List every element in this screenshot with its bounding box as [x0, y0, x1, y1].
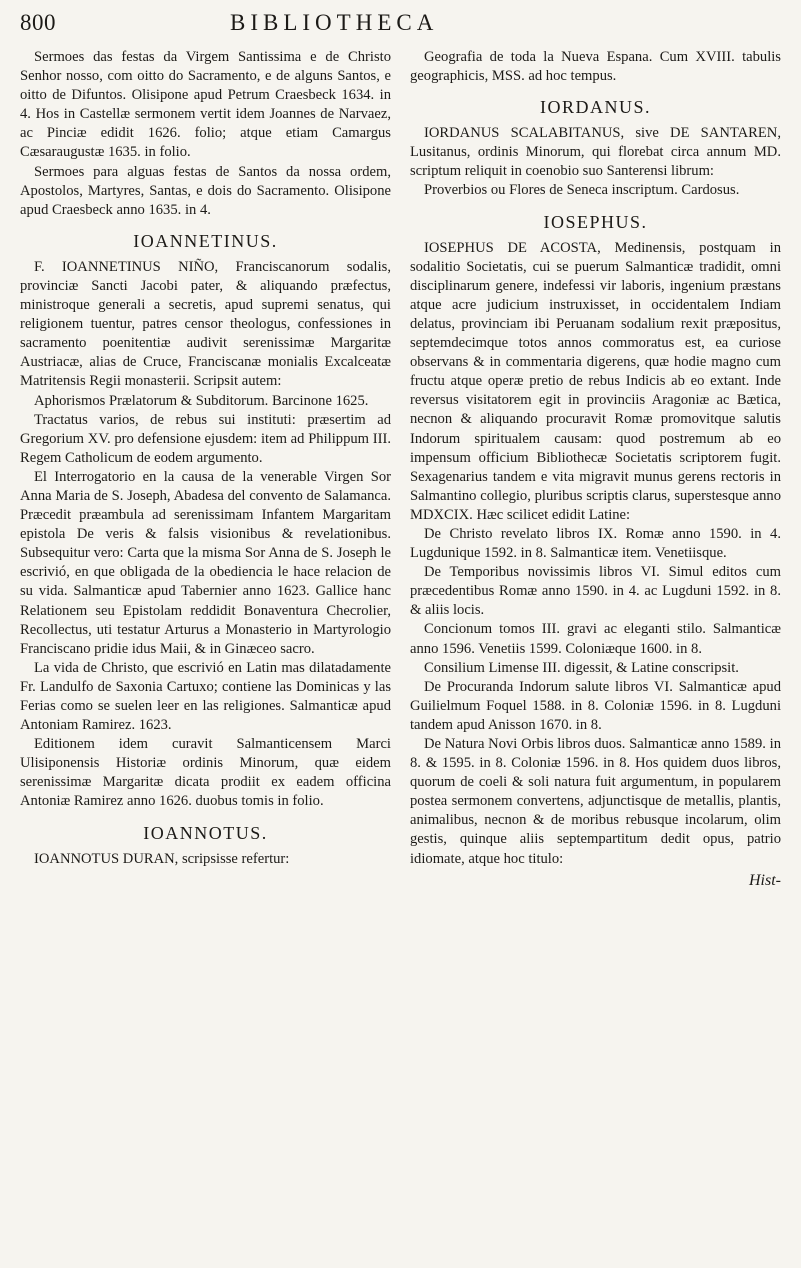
paragraph: De Natura Novi Orbis libros duos. Salmanticæ anno 1589. in 8. & 1595. in 8. Coloniæ 1596. in 8. Hos quidem duos libros, quorum de coeli & soli natura fuit argumentum, in popularem postea sermonem convertens, adjunctisque de metallis, plantis, animalibus, necnon & de moribus rebusque incolarum, olim gestis, quinque aliis septempartitum dedit opus, patrio idiomate, atque hoc titulo: [410, 736, 781, 867]
paragraph: Editionem idem curavit Salmanticensem Marci Ulisiponensis Historiæ ordinis Minorum, quæ eidem serenissimæ Margaritæ dicata prodiit ex eadem officina Antoniæ Ramirez anno 1626. duobus tomis in folio. [20, 736, 391, 810]
page-header [20, 10, 781, 40]
paragraph: IORDANUS SCALABITANUS, sive DE SANTAREN, Lusitanus, ordinis Minorum, qui florebat circa annum MD. scriptum reliquit in coenobio suo Santerensi librum: [410, 125, 781, 180]
paragraph: Aphorismos Prælatorum & Subditorum. Barcinone 1625. [34, 392, 369, 409]
paragraph: De Christo revelato libros IX. Romæ anno 1590. in 4. Lugdunique 1592. in 8. Salmanticæ item. Venetiisque. [410, 525, 781, 562]
entry-heading: IOSEPHUS. [543, 211, 648, 232]
paragraph: El Interrogatorio en la causa de la venerable Virgen Sor Anna Maria de S. Joseph, Abadesa del convento de Salamanca. Præcedit præambula ad serenissimam Infantem Margaritam epistola De veris & falsis visionibus & revelationibus. Subsequitur vero: Carta que la misma Sor Anna de S. Joseph le escrivió, en que obligada de la obediencia le hace relacion de su vida. Salmanticæ apud Tabernier anno 1623. Gallice hanc Relationem seu Epistolam reddidit Bonaventura Checrolier, Recollectus, uti testatur Arturus a Monasterio in Martyrologio Franciscano pridie idus Maii, & in Ginæceo sacro. [20, 468, 391, 657]
paragraph: IOSEPHUS DE ACOSTA, Medinensis, postquam in sodalitio Societatis, cui se puerum Salmanticæ tradidit, omni disciplinarum genere, indefessi vir laboris, ingenium præstans atque acre judicium instruxisset, in occidentalem Indiam delatus, provinciam ibi Peruanam sodalium rexit præpositus, septemdecimque totos annos commoratus est, ea curiose observans & in commentaria digerens, quæ hodie magno cum fructu atque operæ pretio de rebus Indicis ab eo extant. Inde reversus visitatorem egit in provinciis Aragoniæ ac Bætica, necnon & aliquando procuravit Romæ promovitque salutis Indorum spiritualem causam: quod postremum ab eo impensum officium Bibliothecæ Societatis scriptorem fugit. Sexagenarius tandem e vita migravit munus gerens rectoris in Salmantino collegio, pluribus scriptis clarus, superstesque anno MDXCIX. Hæc scilicet edidit Latine: [410, 239, 781, 523]
paragraph: Consilium Limense III. digessit, & Latine conscripsit. [424, 659, 739, 676]
two-column-body [20, 48, 781, 890]
paragraph: De Procuranda Indorum salute libros VI. Salmanticæ apud Guilielmum Foquel 1588. in 8. Coloniæ 1596. in 8. Lugduni tandem apud Anisson 1670. in 8. [410, 678, 781, 733]
paragraph: Tractatus varios, de rebus sui instituti: præsertim ad Gregorium XV. pro defensione ejusdem: item ad Philippum III. Regem Catholicum de eodem argumento. [20, 411, 391, 466]
paragraph: De Temporibus novissimis libros VI. Simul editos cum præcedentibus Romæ anno 1590. in 4. ac Lugduni 1592. in 8. & aliis locis. [410, 564, 781, 619]
entry-heading: IORDANUS. [539, 97, 651, 118]
left-column [20, 48, 391, 890]
running-title: BIBLIOTHECA [230, 10, 439, 35]
paragraph: IOANNOTUS DURAN, scripsisse refertur: [34, 850, 290, 867]
paragraph: Geografia de toda la Nueva Espana. Cum XVIII. tabulis geographicis, MSS. ad hoc tempus. [410, 49, 781, 85]
paragraph: Concionum tomos III. gravi ac eleganti stilo. Salmanticæ anno 1596. Venetiis 1599. Coloniæque 1600. in 8. [410, 621, 781, 657]
entry-heading: IOANNOTUS. [143, 822, 268, 843]
catchword: Hist- [749, 871, 781, 889]
paragraph: Sermoes das festas da Virgem Santissima e de Christo Senhor nosso, com oitto do Sacramento, e de alguns Santos, e oitto de Difuntos. Olisipone apud Petrum Craesbeck 1634. in 4. Hos in Castellæ sermonem vertit idem Joannes de Narvaez, ac Pinciæ edidit 1626. folio; atque etiam Camargus Cæsaraugustæ 1635. in folio. [20, 49, 391, 161]
paragraph: Proverbios ou Flores de Seneca inscriptum. Cardosus. [424, 182, 740, 199]
entry-heading: IOANNETINUS. [133, 230, 278, 251]
page-number: 800 [20, 10, 56, 35]
paragraph: La vida de Christo, que escrivió en Latin mas dilatadamente Fr. Landulfo de Saxonia Cartuxo; contiene las Dominicas y las Ferias como se suelen leer en las religiones. Salmanticæ apud Antoniam Ramirez. 1623. [20, 659, 391, 734]
paragraph: F. IOANNETINUS NIÑO, Franciscanorum sodalis, provinciæ Sancti Jacobi pater, & aliquando præfectus, ministroque generali a secretis, apud supremi senatus, qui religionem tuentur, patres censor theologus, confessiones in sacramento poenitentiæ audivit serenissimæ Margaritæ Austriacæ, alias de Cruce, Franciscanæ monialis Excalceatæ Matritensis Regii monasterii. Scripsit autem: [20, 258, 391, 390]
right-column [410, 48, 781, 890]
paragraph: Sermoes para alguas festas de Santos da nossa ordem, Apostolos, Martyres, Santas, e dois do Sacramento. Olisipone apud Craesbeck anno 1635. in 4. [20, 163, 391, 218]
